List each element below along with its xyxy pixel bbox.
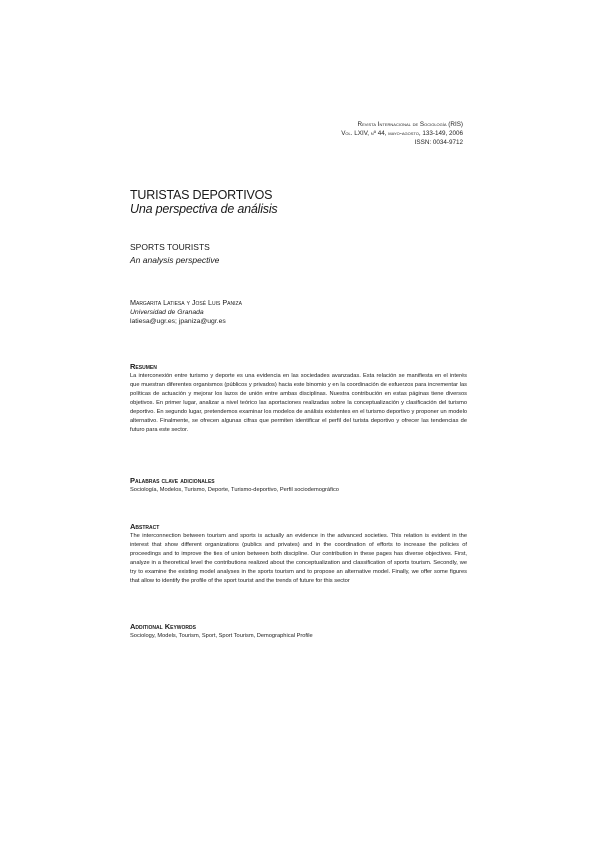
author-emails: latiesa@ugr.es; jpaniza@ugr.es	[130, 318, 226, 325]
palabras-clave-heading: Palabras clave adicionales	[130, 476, 215, 485]
abstract-text: The interconnection between tourism and sports is actually an evidence in the advanced societies. This relation is evident in the interest that show different organizations (publics and privates) and in the coordination of efforts to increase the policies of proceedings and to improve the ties of union between both discipline. Our contribution in these pages has diverse objectives. First, analyze in a theoretical level the contributions realized about the conceptualization and classification of sports tourism. Secondly, we try to examine the existing model analyses in the sports tourism and to propose an alternative model. Finally, we offer some figures that allow to identify the profile of the sport tourist and the trends of future for this sector	[130, 533, 467, 584]
abstract-heading: Abstract	[130, 522, 160, 531]
author-block	[130, 298, 467, 326]
title-english-main: SPORTS TOURISTS	[130, 242, 210, 252]
keywords-heading: Additional Keywords	[130, 622, 196, 631]
title-english	[130, 241, 467, 267]
title-spanish	[130, 188, 467, 216]
keywords-section	[130, 622, 467, 641]
abstract-section	[130, 522, 467, 586]
palabras-clave-section	[130, 476, 467, 495]
author-affiliation: Universidad de Granada	[130, 309, 204, 316]
journal-name: Revista Internacional de Sociología (RIS)	[357, 121, 463, 128]
author-names: Margarita Latiesa y José Luis Paniza	[130, 298, 242, 307]
journal-issn: ISSN: 0034-9712	[414, 139, 463, 146]
title-english-subtitle: An analysis perspective	[130, 255, 220, 265]
keywords-text: Sociology, Models, Tourism, Sport, Sport Tourism, Demographical Profile	[130, 633, 313, 639]
resumen-text: La interconexión entre turismo y deporte es una evidencia en las sociedades avanzadas. Esta relación se manifiesta en el interés que muestran diferentes organismos (públicos y privados) hacia este binomio y en la coordinación de esfuerzos para incrementar las políticas de actuación y mejorar los lazos de unión entre ambas disciplinas. Nuestra contribución en estas páginas tiene diversos objetivos. En primer lugar, analizar a nivel teórico las aportaciones realizadas sobre la conceptualización y clasificación del turismo deportivo. En segundo lugar, pretendemos examinar los modelos de análisis existentes en el turismo deportivo y proponer un modelo alternativo. Finalmente, se ofrecen algunas cifras que permiten identificar el perfil del turista deportivo y ofrecer las tendencias de futuro para este sector.	[130, 373, 467, 433]
journal-header	[341, 120, 463, 147]
resumen-section	[130, 362, 467, 435]
journal-volume: Vol. LXIV, nº 44, mayo-agosto, 133-149, 2006	[341, 130, 463, 137]
resumen-heading: Resumen	[130, 362, 157, 371]
title-main: TURISTAS DEPORTIVOS	[130, 188, 273, 202]
title-subtitle: Una perspectiva de análisis	[130, 202, 278, 216]
palabras-clave-text: Sociología, Modelos, Turismo, Deporte, Turismo-deportivo, Perfil sociodemográfico	[130, 487, 339, 493]
